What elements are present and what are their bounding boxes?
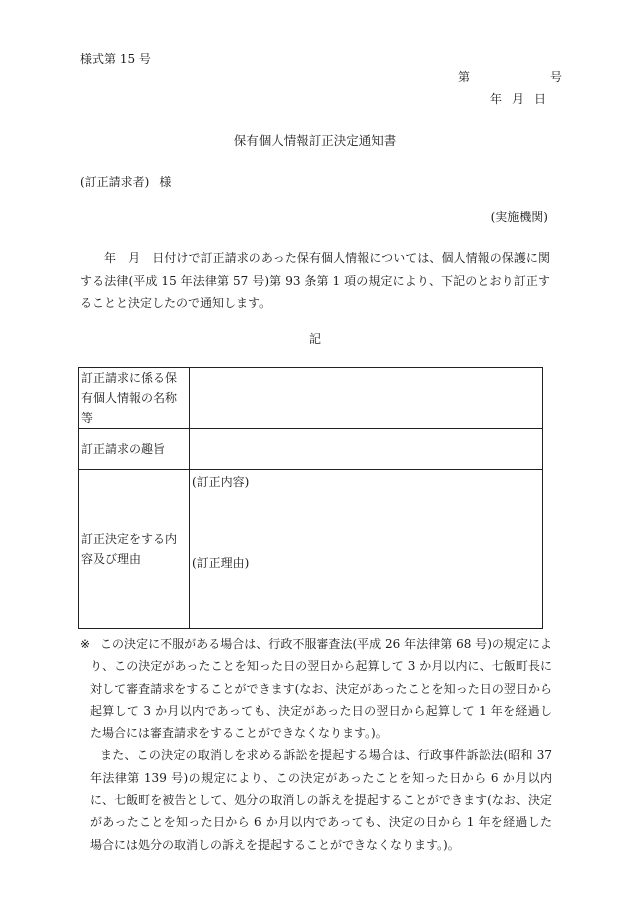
body-paragraph: 年 月 日付けで訂正請求のあった保有個人情報については、個人情報の保護に関する法律(平成 15 年法律第 57 号)第 93 条第 1 項の規定により、下記のとおり訂正することと決定したので通知します。 — [80, 251, 550, 310]
table-row — [79, 429, 543, 470]
ki-heading: 記 — [308, 332, 321, 346]
row-value-decision-content — [190, 470, 543, 629]
form-number: 様式第 15 号 — [80, 52, 151, 66]
note-appeal-text: この決定に不服がある場合は、行政不服審査法(平成 26 年法律第 68 号)の規定により、この決定があったことを知った日の翌日から起算して 3 か月以内に、七飯町長に対して審査請求をすることができます(なお、決定があったことを知った日の翌日から起算して 3 か月以内であっても、決定があった日の翌日から起算して 1 年を経過した場合には審査請求をすることができなくなります。)。 — [90, 637, 552, 741]
document-number-prefix: 第 — [458, 70, 471, 84]
row-value-request-purpose — [190, 429, 543, 470]
row-label-decision-content: 訂正決定をする内容及び理由 — [79, 470, 190, 629]
table-row — [79, 368, 543, 429]
note-lawsuit: また、この決定の取消しを求める訴訟を提起する場合は、行政事件訴訟法(昭和 37 年法律第 139 号)の規定により、この決定があったことを知った日から 6 か月以内に、七飯町を被告として、処分の取消しの訴えを提起することができます(なお、決定があったことを知った日から 6 か月以内であっても、決定の日から 1 年を経過した場合には処分の取消しの訴えを提起することができなくなります。)。 — [90, 748, 552, 852]
row-label-target-info: 訂正請求に係る保有個人情報の名称等 — [79, 368, 190, 429]
notes-section — [80, 633, 552, 856]
row-label-request-purpose: 訂正請求の趣旨 — [79, 429, 190, 470]
table-row — [79, 470, 543, 629]
note-appeal — [80, 633, 552, 744]
correction-content-label: (訂正内容) — [192, 475, 250, 489]
addressee-name: (訂正請求者) — [80, 175, 150, 189]
date-month: 月 — [512, 92, 525, 106]
date-day: 日 — [534, 92, 547, 106]
correction-reason-label: (訂正理由) — [192, 556, 250, 570]
note-mark: ※ — [80, 637, 91, 651]
document-title: 保有個人情報訂正決定通知書 — [233, 133, 397, 148]
addressee — [80, 173, 171, 190]
issuing-agency: (実施機関) — [490, 210, 548, 224]
date-year: 年 — [490, 92, 503, 106]
correction-table — [78, 367, 543, 629]
document-number — [458, 68, 562, 85]
row-value-target-info — [190, 368, 543, 429]
addressee-honorific: 様 — [159, 175, 172, 189]
document-number-suffix: 号 — [550, 70, 563, 84]
body-text — [80, 247, 550, 315]
issue-date — [490, 90, 546, 107]
